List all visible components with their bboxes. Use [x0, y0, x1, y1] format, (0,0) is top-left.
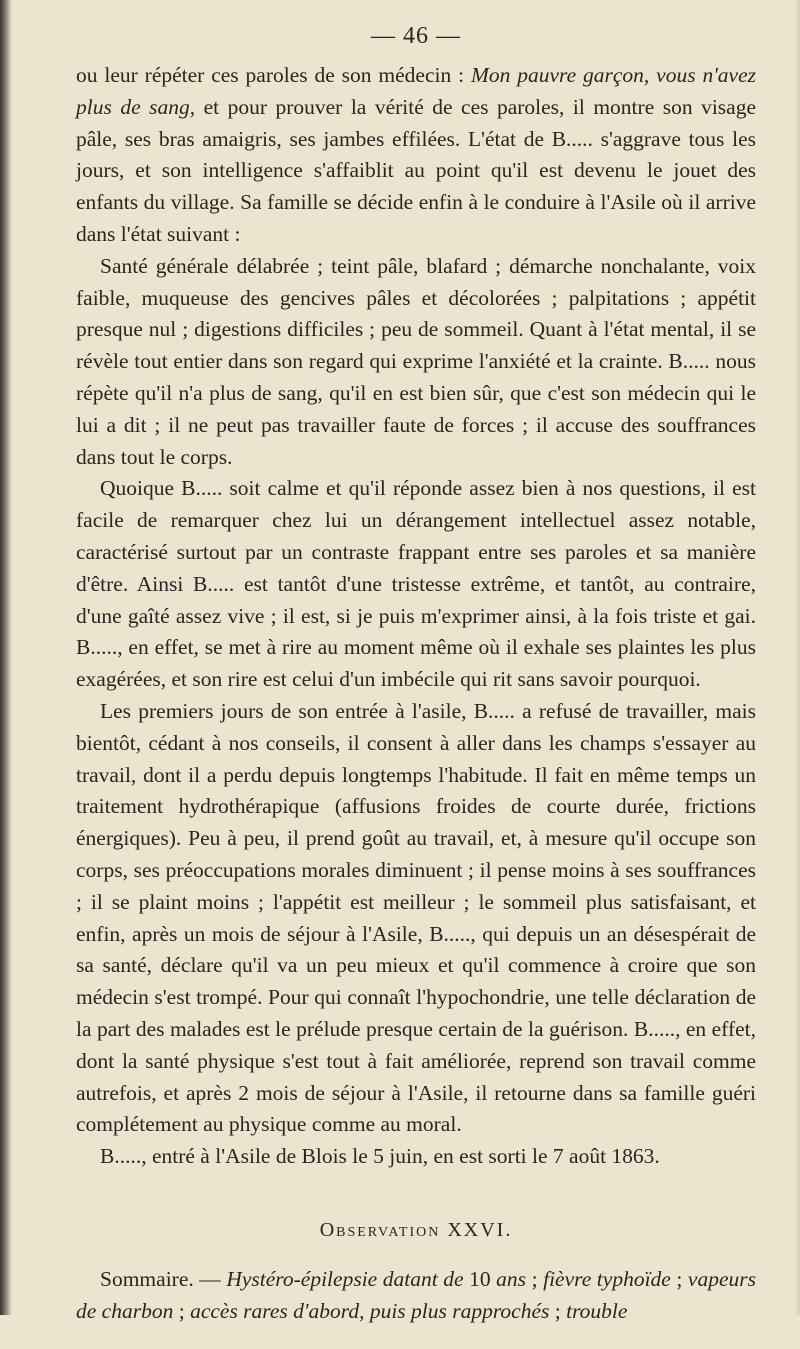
italic-text: Hystéro-épilepsie datant de [226, 1266, 464, 1291]
observation-summary [76, 1264, 756, 1328]
text-run: ; [549, 1298, 567, 1323]
italic-text: trouble [566, 1298, 628, 1323]
text-run: ; [670, 1266, 688, 1291]
text-run: Les premiers jours de son entrée à l'asile, B..... a refusé de travailler, mais bientôt, cédant à nos conseils, il consent à aller dans les champs s'essayer au travail, dont il a perdu depuis longtemps l'habitude. Il fait en même temps un traitement hydrothérapique (affusions froides de courte durée, frictions énergiques). Peu à peu, il prend goût au travail, et, à mesure qu'il occupe son corps, ses préoccupations morales diminuent ; il pense moins à ses souffrances ; il se plaint moins ; l'appétit est meilleur ; le sommeil plus satisfaisant, et enfin, après un mois de séjour à l'Asile, B....., qui depuis un an désespérait de sa santé, déclare qu'il va un peu mieux et qu'il commence à croire que son médecin s'est trompé. Pour qui connaît l'hypochondrie, une telle déclaration de la part des malades est le prélude presque certain de la guérison. B....., en effet, dont la santé physique s'est tout à fait améliorée, reprend son travail comme autrefois, et après 2 mois de séjour à l'Asile, il retourne dans sa famille guéri complétement au physique comme au moral. [76, 698, 756, 1137]
italic-text: vapeurs de charbon [76, 1266, 756, 1323]
text-run: , et pour prouver la vérité de ces paroles, il montre son visage pâle, ses bras amaigris, ses jambes effilées. L'état de B..... s'aggrave tous les jours, et son intelligence s'affaiblit au point qu'il est devenu le jouet des enfants du village. Sa famille se décide enfin à le conduire à l'Asile où il arrive dans l'état suivant : [76, 94, 756, 246]
paragraph-mental-state [76, 473, 756, 696]
text-run: ou leur répéter ces paroles de son médecin : [76, 63, 471, 87]
observation-heading: Observation XXVI. [319, 1218, 513, 1241]
page-number: — 46 — [371, 23, 461, 49]
italic-text: fièvre typhoïde [543, 1266, 671, 1291]
italic-text: ans [496, 1266, 527, 1291]
body-text [76, 60, 756, 1173]
book-page [76, 18, 756, 1349]
book-spine-shadow [0, 0, 12, 1315]
paragraph-discharge [76, 1141, 756, 1173]
paragraph-symptoms [76, 251, 756, 474]
text-run: Sommaire. — [100, 1266, 227, 1291]
text-run: B....., entré à l'Asile de Blois le 5 juin, en est sorti le 7 août 1863. [100, 1144, 660, 1169]
text-run: 10 [463, 1266, 497, 1291]
italic-text: accès rares d'abord, puis plus rapprochés [190, 1298, 550, 1323]
text-run: Quoique B..... soit calme et qu'il réponde assez bien à nos questions, il est facile de remarquer chez lui un dérangement intellectuel assez notable, caractérisé surtout par un contraste frappant entre ses paroles et sa manière d'être. Ainsi B..... est tantôt d'une tristesse extrême, et tantôt, au contraire, d'une gaîté assez vive ; il est, si je puis m'exprimer ainsi, à la fois triste et gai. B....., en effet, se met à rire au moment même où il exhale ses plaintes les plus exagérées, et son rire est celui d'un imbécile qui rit sans savoir pourquoi. [76, 476, 756, 692]
paragraph-continuation [76, 60, 756, 251]
text-run: ; [526, 1266, 544, 1291]
paragraph-treatment [76, 696, 756, 1141]
text-run: Santé générale délabrée ; teint pâle, blafard ; démarche nonchalante, voix faible, muqueuse des gencives pâles et décolorées ; palpitations ; appétit presque nul ; digestions difficiles ; peu de sommeil. Quant à l'état mental, il se révèle tout entier dans son regard qui exprime l'anxiété et la crainte. B..... nous répète qu'il n'a plus de sang, qu'il en est bien sûr, que c'est son médecin qui le lui a dit ; il ne peut pas travailler faute de forces ; il accuse des souffrances dans tout le corps. [76, 253, 756, 469]
italic-text: Mon pauvre garçon, vous n'avez plus de sang [76, 63, 757, 119]
page-edge [794, 0, 800, 1315]
text-run: ; [173, 1298, 191, 1323]
